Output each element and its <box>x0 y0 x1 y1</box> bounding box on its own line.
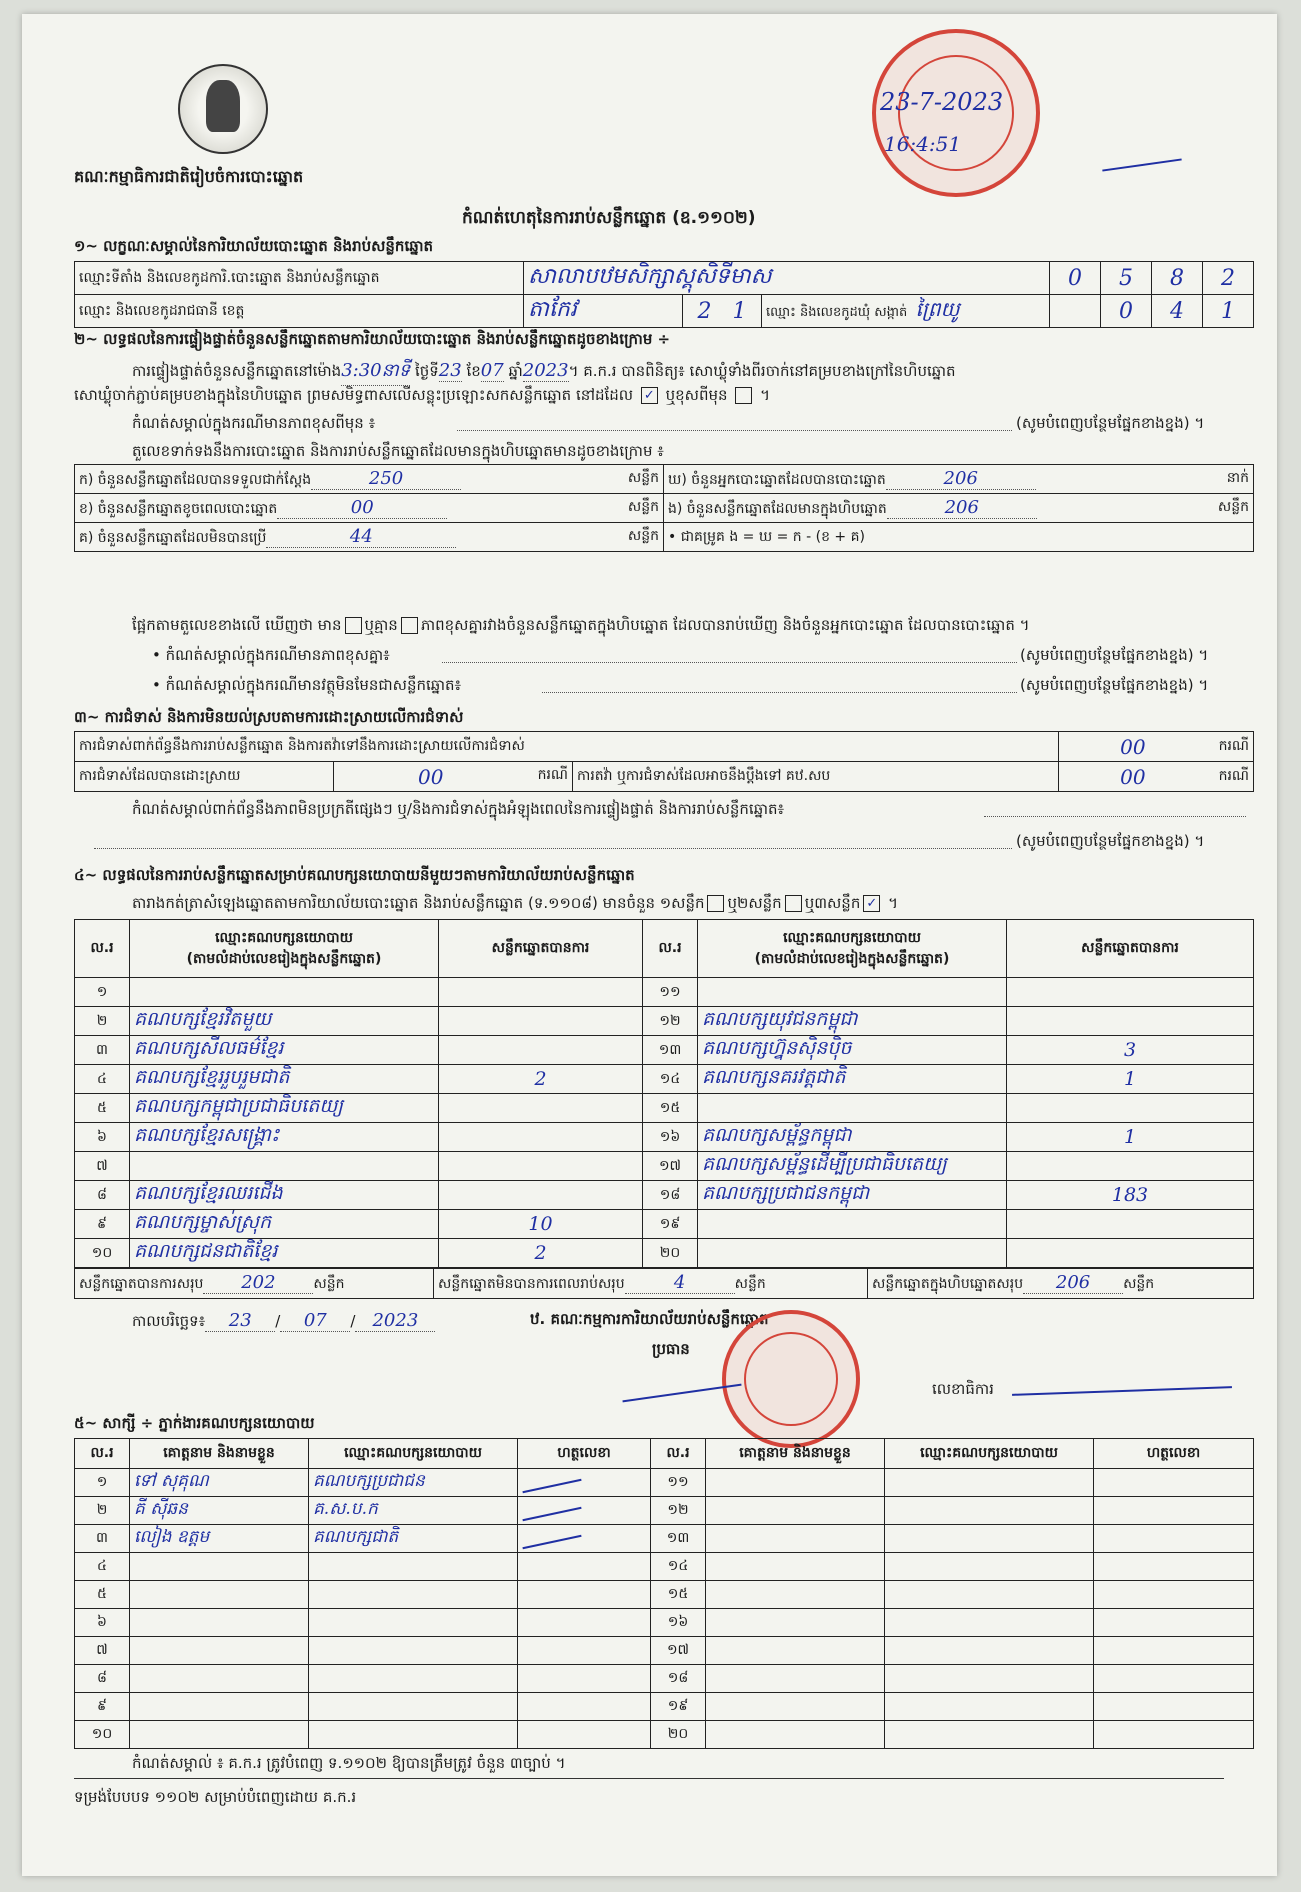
party-name: គណបក្សប្រជាជនកម្ពុជា <box>698 1181 1007 1210</box>
party-name <box>130 1152 439 1181</box>
fill-note: (សូមបំពេញបន្ថែមផ្នែកខាងខ្នង) ។ <box>1020 646 1209 664</box>
complaint-value: 00 <box>1058 732 1207 762</box>
table-row <box>75 1469 1254 1497</box>
row-no: ៩ <box>75 1210 130 1239</box>
col-party-header: ឈ្មោះគណបក្សនយោបាយ (តាមលំដាប់លេខរៀងក្នុងសន្លឹកឆ្នោត) <box>698 920 1007 978</box>
row-no: ៦ <box>75 1123 130 1152</box>
nec-logo-icon <box>178 64 268 154</box>
witness-signature <box>518 1609 651 1637</box>
table-row <box>75 1036 1254 1065</box>
row-no: ១២ <box>651 1497 706 1525</box>
row-no: ១៥ <box>651 1581 706 1609</box>
witness-party <box>885 1609 1094 1637</box>
witness-party <box>885 1693 1094 1721</box>
witness-signature <box>1094 1609 1254 1637</box>
province-value: តាកែវ <box>524 295 683 328</box>
witness-signature <box>1094 1553 1254 1581</box>
table-row <box>75 1609 1254 1637</box>
party-votes: 2 <box>439 1065 643 1094</box>
org-name: គណៈកម្មាធិការជាតិរៀបចំការបោះឆ្នោត <box>74 167 304 186</box>
party-votes: 183 <box>1007 1181 1254 1210</box>
complaints-table <box>74 731 1254 792</box>
stamp-time: 16:4:51 <box>884 132 962 156</box>
province-label: ឈ្មោះ និងលេខកូដរាជធានី ខេត្ត <box>75 295 524 328</box>
two-sheet-checkbox[interactable] <box>785 895 802 912</box>
complaint-label: ការជំទាស់ពាក់ព័ន្ធនឹងការរាប់សន្លឹកឆ្នោត និងការតវ៉ាទៅនឹងការដោះស្រាយលើការជំទាស់ <box>75 732 1059 762</box>
witness-name <box>130 1553 309 1581</box>
party-votes: 2 <box>439 1239 643 1268</box>
witness-signature <box>518 1693 651 1721</box>
stamp-date: 23-7-2023 <box>880 88 1004 116</box>
commune-code-digit: 4 <box>1152 295 1203 328</box>
witness-table <box>74 1438 1254 1749</box>
witness-name <box>130 1721 309 1749</box>
party-votes: 1 <box>1007 1065 1254 1094</box>
form-page <box>22 14 1277 1876</box>
table-row <box>75 1007 1254 1036</box>
witness-signature <box>518 1553 651 1581</box>
witness-signature <box>518 1721 651 1749</box>
row-no: ១២ <box>643 1007 698 1036</box>
header-signature <box>1102 158 1181 171</box>
witness-signature <box>1094 1665 1254 1693</box>
witness-name <box>706 1581 885 1609</box>
table-row <box>75 978 1254 1007</box>
row-no: ១១ <box>643 978 698 1007</box>
irregularity-note: កំណត់សម្គាល់ពាក់ព័ន្ធនឹងភាពមិនប្រក្រតីផ្សេងៗ ឬ/និងការជំទាស់ក្នុងអំឡុងពេលនៃការផ្ទៀងផ្ទាត់ និងការរាប់សន្លឹកឆ្នោត៖ <box>132 800 785 818</box>
province-code: 2 1 <box>683 295 762 328</box>
formula: • ជាគម្រូគ ង = ឃ = ក - (ខ + គ) <box>664 523 1254 552</box>
table-row <box>75 1693 1254 1721</box>
witness-party <box>885 1525 1094 1553</box>
col-no-header: ល.រ <box>75 1439 130 1469</box>
location-code-digit: 5 <box>1101 262 1152 295</box>
total-invalid: សន្លឹកឆ្នោតមិនបានការពេលរាប់សរុប 4 សន្លឹក <box>434 1269 868 1299</box>
table-row <box>75 1094 1254 1123</box>
witness-signature <box>518 1525 651 1553</box>
witness-party: គ.ស.ប.ក <box>309 1497 518 1525</box>
row-no: ១៩ <box>651 1693 706 1721</box>
row-no: ២ <box>75 1497 130 1525</box>
witness-name: ទៅ សុគុណ <box>130 1469 309 1497</box>
has-diff-checkbox[interactable] <box>345 617 362 634</box>
resolved-cell: 00 ករណី <box>334 762 573 792</box>
party-votes: 10 <box>439 1210 643 1239</box>
row-no: ១៦ <box>651 1609 706 1637</box>
bullet-diff-note: • កំណត់សម្គាល់ក្នុងករណីមានភាពខុសគ្នា៖ <box>152 646 390 664</box>
witness-signature <box>518 1637 651 1665</box>
witness-signature <box>1094 1525 1254 1553</box>
resolved-label: ការជំទាស់ដែលបានដោះស្រាយ <box>75 762 334 792</box>
unit-case: ករណី <box>1207 732 1254 762</box>
row-no: ១៦ <box>643 1123 698 1152</box>
fill-note: (សូមបំពេញបន្ថែមផ្នែកខាងខ្នង) ។ <box>1020 676 1209 694</box>
row-no: ៧ <box>75 1152 130 1181</box>
figures-table <box>74 464 1254 552</box>
secretary-label: លេខាធិការ <box>932 1380 994 1398</box>
row-no: ១៨ <box>651 1665 706 1693</box>
col-party-header: ឈ្មោះគណបក្សនយោបាយ (តាមលំដាប់លេខរៀងក្នុងសន្លឹកឆ្នោត) <box>130 920 439 978</box>
col-votes-header: សន្លឹកឆ្នោតបានការ <box>439 920 643 978</box>
party-votes: 3 <box>1007 1036 1254 1065</box>
party-name: គណបក្សខ្មែរឈរជើង <box>130 1181 439 1210</box>
witness-signature <box>518 1469 651 1497</box>
col-votes-header: សន្លឹកឆ្នោតបានការ <box>1007 920 1254 978</box>
party-name: គណបក្សខ្មែររួបរួមជាតិ <box>130 1065 439 1094</box>
row-no: ១៧ <box>643 1152 698 1181</box>
row-no: ៩ <box>75 1693 130 1721</box>
col-sign-header: ហត្ថលេខា <box>518 1439 651 1469</box>
irregularity-line[interactable] <box>984 816 1246 817</box>
witness-name <box>706 1693 885 1721</box>
row-no: ២០ <box>643 1239 698 1268</box>
witness-name <box>706 1665 885 1693</box>
witness-party <box>309 1637 518 1665</box>
row-no: ១៤ <box>651 1553 706 1581</box>
witness-party: គណបក្សជាតិ <box>309 1525 518 1553</box>
row-no: ៦ <box>75 1609 130 1637</box>
table-row <box>75 1152 1254 1181</box>
location-value: សាលាបឋមសិក្សាស្គុសិទីមាស <box>524 262 1050 295</box>
figures-intro: តួលេខទាក់ទងនឹងការបោះឆ្នោត និងការរាប់សន្លឹកឆ្នោតដែលមានក្នុងហិបឆ្នោតមានដូចខាងក្រោម ៖ <box>132 442 664 460</box>
one-sheet-checkbox[interactable] <box>707 895 724 912</box>
col-name-header: គោត្តនាម និងនាមខ្លួន <box>706 1439 885 1469</box>
witness-party <box>309 1609 518 1637</box>
signature-mark <box>522 1534 581 1548</box>
table-row <box>75 1637 1254 1665</box>
col-sign-header: ហត្ថលេខា <box>1094 1439 1254 1469</box>
witness-name: លៀង ឧត្តម <box>130 1525 309 1553</box>
party-votes <box>439 1181 643 1210</box>
table-row <box>75 1181 1254 1210</box>
witness-signature <box>518 1581 651 1609</box>
col-no-header: ល.រ <box>75 920 130 978</box>
col-party-header: ឈ្មោះគណបក្សនយោបាយ <box>309 1439 518 1469</box>
witness-name <box>706 1637 885 1665</box>
location-code-digit: 0 <box>1050 262 1101 295</box>
row-no: ១០ <box>75 1721 130 1749</box>
row-no: ១៤ <box>643 1065 698 1094</box>
witness-name <box>130 1609 309 1637</box>
witness-party <box>885 1665 1094 1693</box>
commune-cell: ឈ្មោះ និងលេខកូដឃុំ សង្កាត់ ព្រៃយូ <box>762 295 1050 328</box>
table-row <box>75 1065 1254 1094</box>
ngo-row: ង) ចំនួនសន្លឹកឆ្នោតដែលមានក្នុងហិបឆ្នោត 206 សន្លឹក <box>664 494 1254 523</box>
location-code-digit: 2 <box>1203 262 1254 295</box>
row-no: ៤ <box>75 1553 130 1581</box>
witness-name <box>706 1469 885 1497</box>
signature-mark <box>522 1506 581 1520</box>
witness-party: គណបក្សប្រជាជន <box>309 1469 518 1497</box>
witness-name <box>130 1693 309 1721</box>
total-box: សន្លឹកឆ្នោតក្នុងហិបឆ្នោតសរុប 206 សន្លឹក <box>868 1269 1254 1299</box>
witness-signature <box>1094 1469 1254 1497</box>
party-name: គណបក្សម្ចាស់ស្រុក <box>130 1210 439 1239</box>
witness-name: គី ស៊ីឆន <box>130 1497 309 1525</box>
party-votes <box>439 1152 643 1181</box>
witness-name <box>706 1721 885 1749</box>
discrepancy-line: ផ្អែកតាមតួលេខខាងលើ ឃើញថា មាន ឬគ្មាន ភាពខុសគ្នារវាងចំនួនសន្លឹកឆ្នោតក្នុងហិបឆ្នោត ដែលបានរាប់ឃើញ និងចំនួនអ្នកបោះឆ្នោត ដែលបានបោះឆ្នោត ។ <box>132 616 1030 634</box>
witness-name <box>706 1553 885 1581</box>
ko-row: គ) ចំនួនសន្លឹកឆ្នោតដែលមិនបានប្រើ 44 សន្លឹក <box>75 523 664 552</box>
commune-code-digit: 1 <box>1203 295 1254 328</box>
seal-line: សោឃ្លុំចាក់ភ្ជាប់គម្របខាងក្នុងនៃហិបឆ្នោត ព្រមសមិទ្ធពាសលើសន្លុះប្រឡោះសកសន្លឹកឆ្នោត នៅដដែល ✓ ឬខុសពីមុន ។ <box>74 386 770 404</box>
party-name: គណបក្សសីលធម៌ខ្មែរ <box>130 1036 439 1065</box>
table-row <box>75 1123 1254 1152</box>
location-code-digit: 8 <box>1152 262 1203 295</box>
row-no: ១០ <box>75 1239 130 1268</box>
table-row <box>75 1239 1254 1268</box>
witness-signature <box>1094 1637 1254 1665</box>
chair-label: ប្រធាន <box>652 1340 690 1358</box>
witness-signature <box>518 1665 651 1693</box>
table-row <box>75 1721 1254 1749</box>
row-no: ២០ <box>651 1721 706 1749</box>
party-name: គណបក្សនគរវត្តជាតិ <box>698 1065 1007 1094</box>
secretary-signature <box>1012 1386 1232 1396</box>
party-votes <box>1007 1239 1254 1268</box>
committee-label: ឋ. គណៈកម្មការការិយាល័យរាប់សន្លឹកឆ្នោត <box>530 1310 769 1328</box>
witness-party <box>885 1721 1094 1749</box>
party-name <box>698 1210 1007 1239</box>
col-no-header: ល.រ <box>643 920 698 978</box>
party-votes <box>439 1094 643 1123</box>
fill-note: (សូមបំពេញបន្ថែមផ្នែកខាងខ្នង) ។ <box>1016 832 1205 850</box>
party-votes <box>1007 1210 1254 1239</box>
three-sheet-checkbox[interactable]: ✓ <box>863 895 880 912</box>
party-votes <box>439 1007 643 1036</box>
witness-name <box>130 1581 309 1609</box>
party-name: គណបក្សកម្ពុជាប្រជាធិបតេយ្យ <box>130 1094 439 1123</box>
witness-party <box>885 1469 1094 1497</box>
row-no: ១ <box>75 1469 130 1497</box>
row-no: ១៥ <box>643 1094 698 1123</box>
appeal-label: ការតវ៉ា ឬការជំទាស់ដែលអាចនឹងប្តឹងទៅ គឋ.សប <box>573 762 1059 792</box>
col-name-header: គោត្តនាម និងនាមខ្លួន <box>130 1439 309 1469</box>
commune-code-digit: 0 <box>1101 295 1152 328</box>
section5-title: ៥~ សាក្សី ÷ ភ្នាក់ងារគណបក្សនយោបាយ <box>74 1414 315 1432</box>
signature-mark <box>522 1478 581 1492</box>
fill-note: (សូមបំពេញបន្ថែមផ្នែកខាងខ្នង) ។ <box>1016 414 1205 432</box>
ka-row: ក) ចំនួនសន្លឹកឆ្នោតដែលបានទទួលជាក់ស្តែង 250 សន្លឹក <box>75 465 664 494</box>
witness-party <box>309 1721 518 1749</box>
different-checkbox[interactable] <box>735 387 752 404</box>
table-row <box>75 1665 1254 1693</box>
row-no: ១១ <box>651 1469 706 1497</box>
party-name: គណបក្សខ្មែរវិតមួយ <box>130 1007 439 1036</box>
witness-party <box>885 1497 1094 1525</box>
section3-title: ៣~ ការជំទាស់ និងការមិនយល់ស្របតាមការដោះស្រាយលើការជំទាស់ <box>74 708 464 726</box>
party-name <box>130 978 439 1007</box>
witness-signature <box>518 1497 651 1525</box>
witness-party <box>309 1693 518 1721</box>
witness-party <box>885 1581 1094 1609</box>
party-name: គណបក្សយុវជនកម្ពុជា <box>698 1007 1007 1036</box>
section4-title: ៤~ លទ្ធផលនៃការរាប់សន្លឹកឆ្នោតសម្រាប់គណបក្សនយោបាយនីមួយៗតាមការិយាល័យរាប់សន្លឹកឆ្នោត <box>74 866 635 884</box>
appeal-value: 00 <box>1058 762 1207 792</box>
results-totals <box>74 1268 1254 1299</box>
table-row <box>75 1553 1254 1581</box>
witness-name <box>706 1525 885 1553</box>
witness-party <box>309 1553 518 1581</box>
total-valid: សន្លឹកឆ្នោតបានការសរុប 202 សន្លឹក <box>75 1269 434 1299</box>
bullet-object-line[interactable] <box>542 692 1017 693</box>
kho-row: ឃ) ចំនួនអ្នកបោះឆ្នោតដែលបានបោះឆ្នោត 206 នាក់ <box>664 465 1254 494</box>
footer-rule <box>74 1778 1224 1779</box>
table-row <box>75 1525 1254 1553</box>
row-no: ៤ <box>75 1065 130 1094</box>
party-name: គណបក្សហ្វ៊ុនស៊ិនប៉ិច <box>698 1036 1007 1065</box>
diff-note-label: កំណត់សម្គាល់ក្នុងករណីមានភាពខុសពីមុន ៖ <box>132 414 376 432</box>
row-no: ៧ <box>75 1637 130 1665</box>
witness-name <box>706 1609 885 1637</box>
witness-signature <box>1094 1497 1254 1525</box>
irregularity-line-2[interactable] <box>94 848 1012 849</box>
section1-table <box>74 261 1254 328</box>
party-name: គណបក្សសម្ព័ន្ធដើម្បីប្រជាធិបតេយ្យ <box>698 1152 1007 1181</box>
table-row <box>75 1210 1254 1239</box>
row-no: ៣ <box>75 1525 130 1553</box>
results-table <box>74 919 1254 1268</box>
section1-title: ១~ លក្ខណៈសម្គាល់នៃការិយាល័យបោះឆ្នោត និងរាប់សន្លឹកឆ្នោត <box>74 237 434 255</box>
row-no: ២ <box>75 1007 130 1036</box>
table-row <box>75 1497 1254 1525</box>
row-no: ១៩ <box>643 1210 698 1239</box>
location-label: ឈ្មោះទីតាំង និងលេខកូដការិ.បោះឆ្នោត និងរាប់សន្លឹកឆ្នោត <box>75 262 524 295</box>
kha-row: ខ) ចំនួនសន្លឹកឆ្នោតខូចពេលបោះឆ្នោត 00 សន្លឹក <box>75 494 664 523</box>
party-name: គណបក្សជនជាតិខ្មែរ <box>130 1239 439 1268</box>
witness-name <box>130 1665 309 1693</box>
party-name <box>698 978 1007 1007</box>
committee-stamp <box>722 1310 860 1448</box>
party-votes <box>1007 1152 1254 1181</box>
verification-line: ការផ្ទៀងផ្ទាត់ចំនួនសន្លឹកឆ្នោតនៅម៉ោង3:30នាទី ថ្ងៃទី23 ខែ07 ឆ្នាំ2023។ គ.ក.រ បានពិនិត្យ៖ សោឃ្លុំទាំងពីរចាក់នៅគម្របខាងក្រៅនៃហិបឆ្នោត <box>132 358 956 386</box>
section2-title: ២~ លទ្ធផលនៃការផ្ទៀងផ្ទាត់ចំនួនសន្លឹកឆ្នោតតាមការិយាល័យបោះឆ្នោត និងរាប់សន្លឹកឆ្នោតដូចខាងក្រោម ÷ <box>74 330 671 348</box>
table-row <box>75 1581 1254 1609</box>
witness-signature <box>1094 1581 1254 1609</box>
party-votes <box>1007 1007 1254 1036</box>
party-votes <box>1007 1094 1254 1123</box>
party-name: គណបក្សខ្មែរសង្គ្រោះ <box>130 1123 439 1152</box>
witness-signature <box>1094 1721 1254 1749</box>
col-party-header: ឈ្មោះគណបក្សនយោបាយ <box>885 1439 1094 1469</box>
row-no: ៣ <box>75 1036 130 1065</box>
party-votes <box>439 1123 643 1152</box>
bullet-object-note: • កំណត់សម្គាល់ក្នុងករណីមានវត្ថុមិនមែនជាសន្លឹកឆ្នោត៖ <box>152 676 462 694</box>
witness-name <box>706 1497 885 1525</box>
row-no: ៥ <box>75 1581 130 1609</box>
witness-name <box>130 1637 309 1665</box>
diff-note-line[interactable] <box>457 430 1012 431</box>
witness-party <box>309 1665 518 1693</box>
party-votes <box>439 1036 643 1065</box>
party-name: គណបក្សសម្ព័ន្ធកម្ពុជា <box>698 1123 1007 1152</box>
form-title: កំណត់ហេតុនៃការរាប់សន្លឹកឆ្នោត (ឧ.១១០២) <box>462 208 756 228</box>
party-votes: 1 <box>1007 1123 1254 1152</box>
party-votes <box>439 978 643 1007</box>
witness-party <box>885 1637 1094 1665</box>
copies-note: កំណត់សម្គាល់ ៖ គ.ក.រ ត្រូវបំពេញ ទ.១១០២ ឱ្យបានត្រឹមត្រូវ ចំនួន ៣ច្បាប់ ។ <box>132 1754 566 1772</box>
row-no: ១៨ <box>643 1181 698 1210</box>
row-no: ១ <box>75 978 130 1007</box>
form-footer: ទម្រង់បែបបទ ១១០២ សម្រាប់បំពេញដោយ គ.ក.រ <box>74 1788 357 1806</box>
witness-party <box>885 1553 1094 1581</box>
tally-sheet-line: តារាងកត់ត្រាសំឡេងឆ្នោតតាមការិយាល័យបោះឆ្នោត និងរាប់សន្លឹកឆ្នោត (ទ.១១០៨) មានចំនួន ១សន្លឹក ឬ២សន្លឹក ឬ៣សន្លឹក ✓ ។ <box>132 894 899 912</box>
row-no: ១៣ <box>643 1036 698 1065</box>
row-no: ៥ <box>75 1094 130 1123</box>
row-no: ៨ <box>75 1665 130 1693</box>
row-no: ១៧ <box>651 1637 706 1665</box>
unit-case: ករណី <box>1207 762 1254 792</box>
witness-party <box>309 1581 518 1609</box>
bullet-diff-line[interactable] <box>442 662 1017 663</box>
party-name <box>698 1239 1007 1268</box>
party-votes <box>1007 978 1254 1007</box>
row-no: ៨ <box>75 1181 130 1210</box>
col-no-header: ល.រ <box>651 1439 706 1469</box>
no-diff-checkbox[interactable] <box>401 617 418 634</box>
witness-signature <box>1094 1693 1254 1721</box>
same-checkbox[interactable]: ✓ <box>641 387 658 404</box>
party-name <box>698 1094 1007 1123</box>
date-line: កាលបរិច្ឆេទ៖ 23 / 07 / 2023 <box>132 1310 435 1334</box>
row-no: ១៣ <box>651 1525 706 1553</box>
